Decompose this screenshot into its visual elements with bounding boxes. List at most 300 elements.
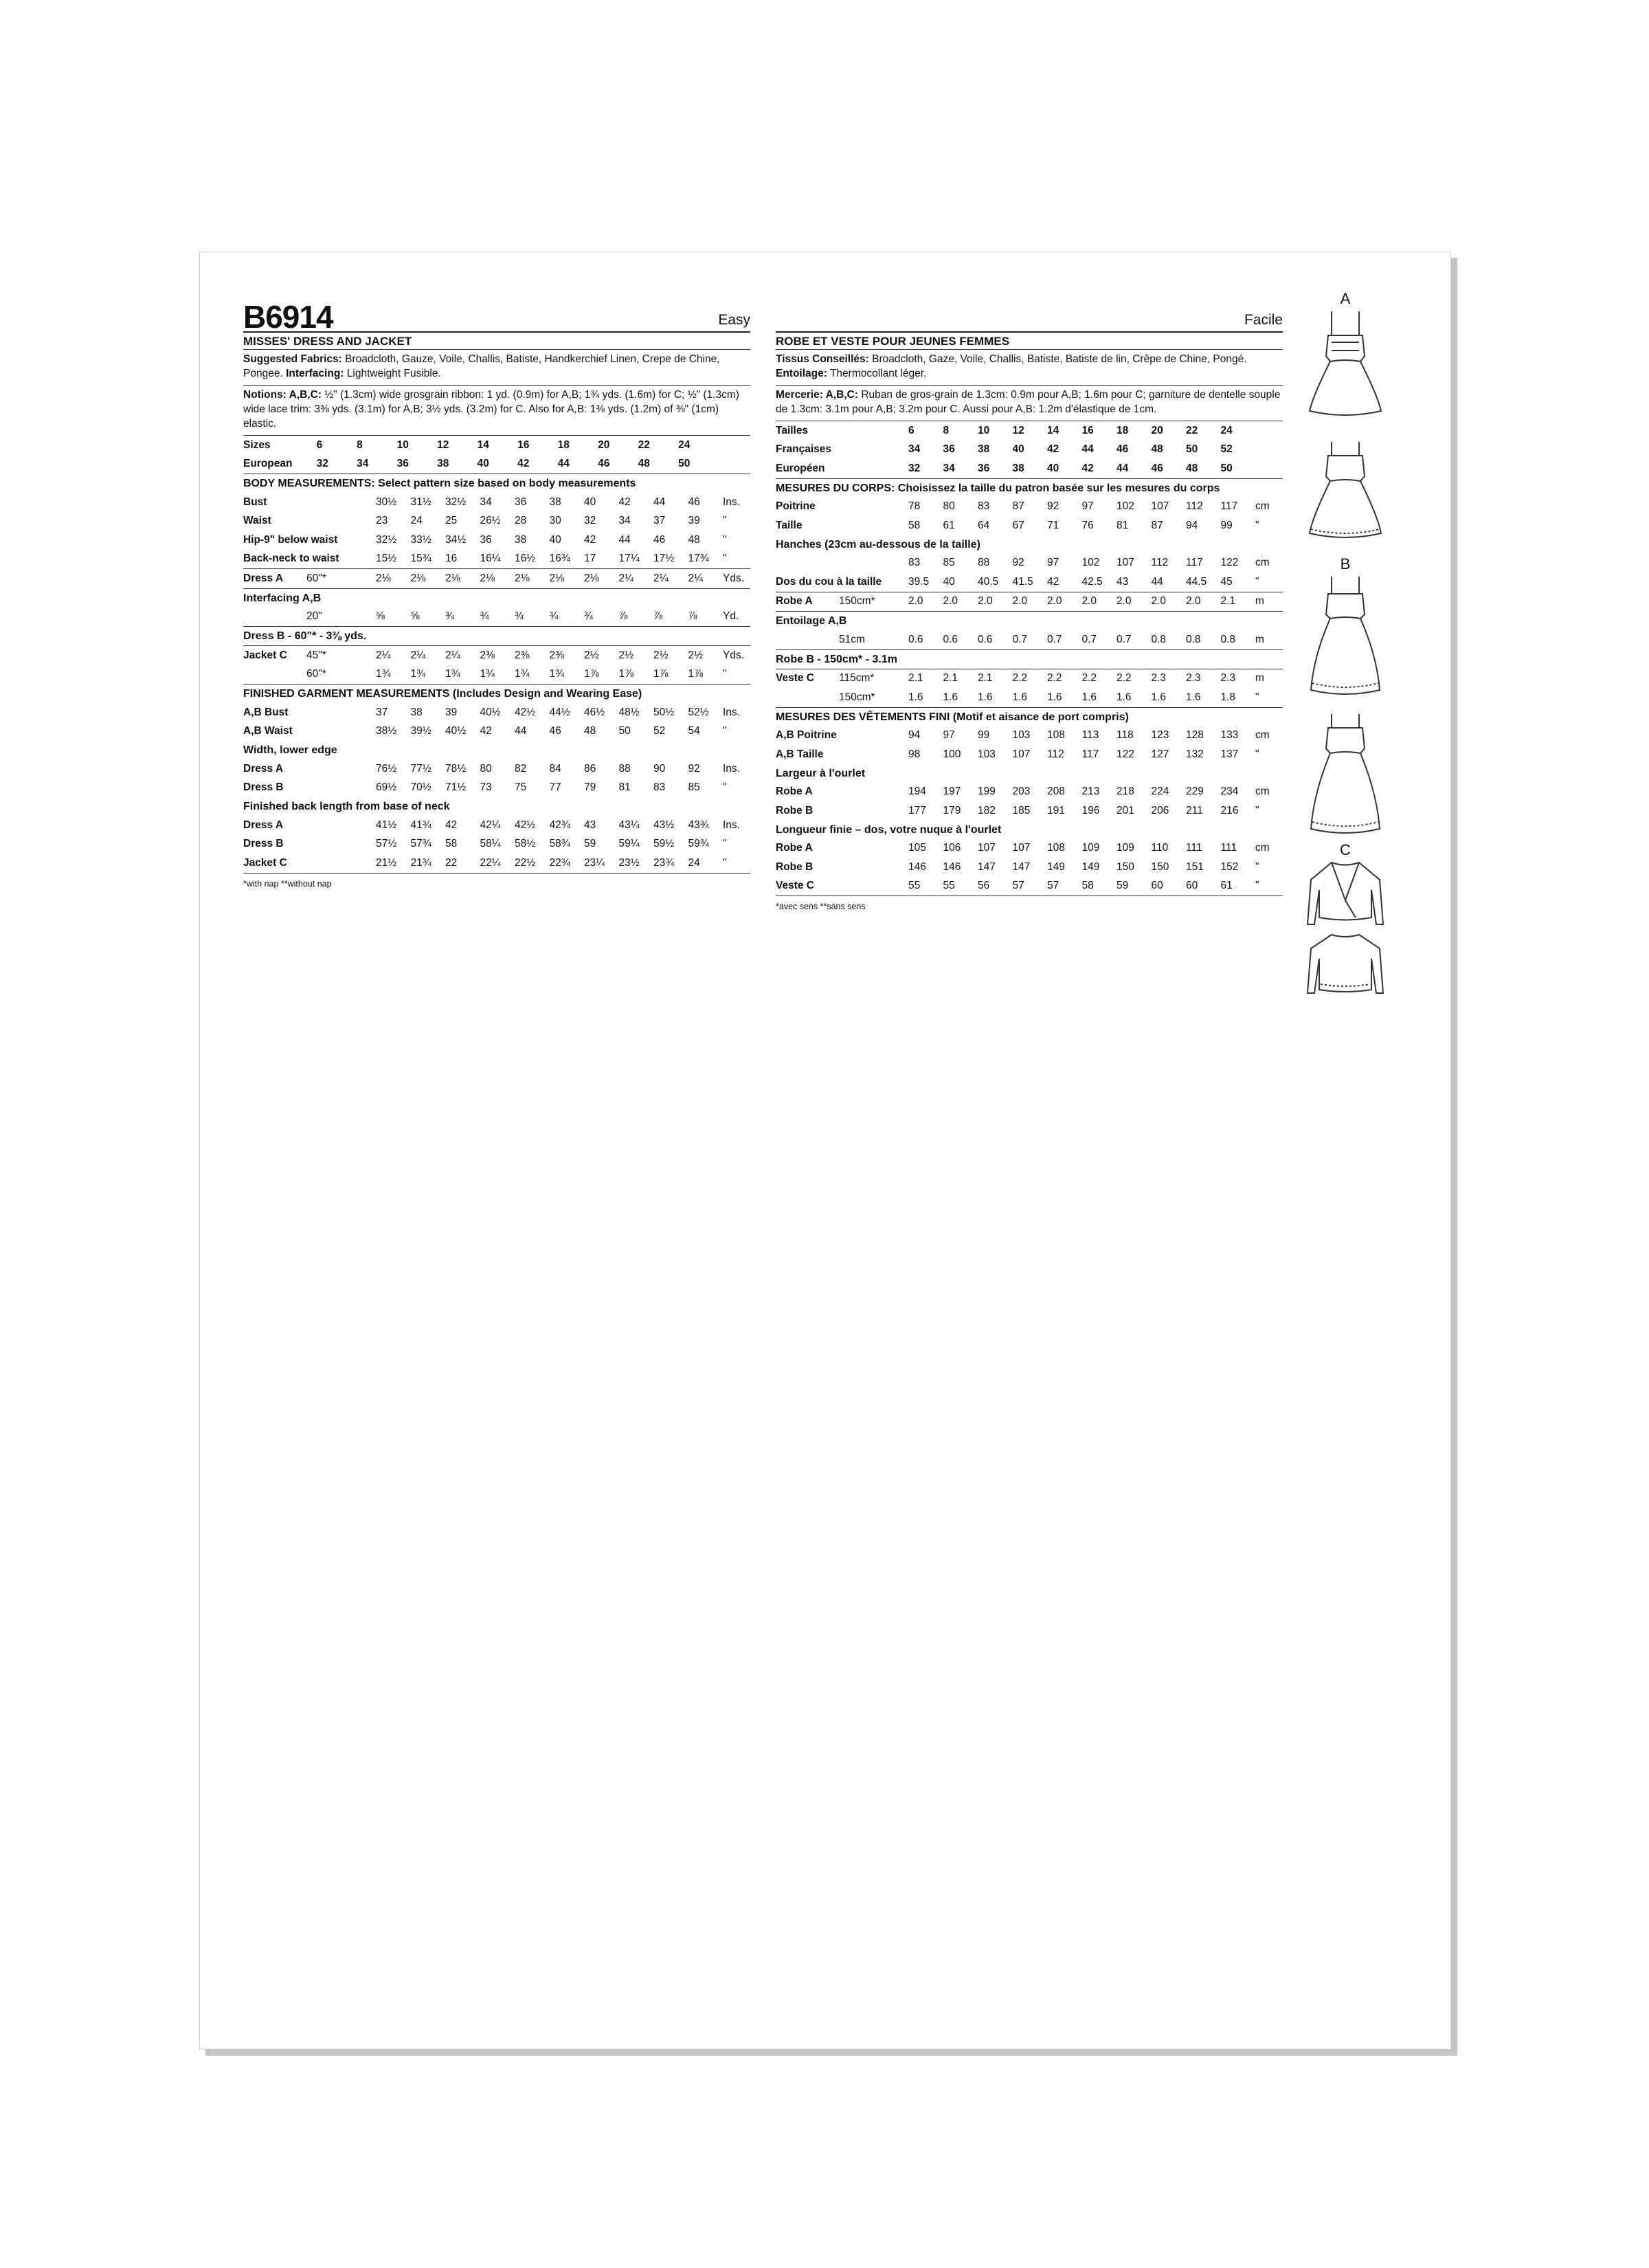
value-cell: 31½: [410, 496, 431, 508]
value-cell: 42: [445, 819, 458, 831]
value-cell: 14: [477, 438, 489, 451]
table-row: [776, 839, 1283, 858]
value-cell: 44: [557, 458, 570, 470]
value-cell: 30½: [376, 496, 397, 508]
value-cell: 179: [943, 804, 961, 816]
value-cell: 59: [584, 838, 596, 850]
value-cell: 97: [1081, 500, 1094, 513]
value-cell: 2.0: [1151, 595, 1167, 608]
finished-measurements-block-fr: [776, 707, 1283, 896]
value-cell: 23: [376, 515, 388, 527]
value-cell: 59: [1117, 880, 1129, 892]
value-cell: 92: [1047, 500, 1059, 513]
interfacing-yardage: [243, 588, 750, 627]
fabric-width: [839, 554, 908, 573]
value-cell: 211: [1186, 804, 1203, 816]
row-label: Robe A: [776, 595, 813, 608]
value-cell: 71½: [445, 781, 467, 794]
row-label: [776, 554, 839, 573]
unit-cell: ": [723, 856, 727, 869]
view-c-letter: C: [1340, 841, 1351, 858]
value-cell: 69½: [376, 781, 397, 794]
unit-cell: ": [1255, 691, 1259, 703]
value-cell: 16½: [515, 553, 536, 565]
fabric-width: 150cm*: [839, 691, 875, 703]
value-cell: ⅞: [653, 610, 662, 623]
value-cell: 117: [1186, 557, 1203, 569]
dress-b-sketch: [1304, 573, 1387, 841]
value-cell: 2.0: [978, 595, 993, 608]
value-cell: 54: [688, 725, 700, 737]
table-row: [776, 745, 1283, 764]
fabrics-value-fr: Broadcloth, Gaze, Voile, Challis, Batiste, Batiste de lin, Crêpe de Chine, Pongé.: [872, 353, 1247, 365]
fabric-width: [306, 722, 376, 742]
dress-b-yardage: [243, 626, 750, 645]
width-table: [243, 759, 750, 797]
value-cell: 38: [410, 706, 423, 718]
divider: [776, 385, 1283, 386]
value-cell: 42: [618, 496, 631, 508]
value-cell: 44: [1117, 462, 1129, 474]
value-cell: 103: [1012, 729, 1031, 742]
value-cell: 34½: [445, 533, 467, 546]
row-label: [776, 630, 839, 649]
value-cell: 218: [1117, 786, 1134, 798]
value-cell: 67: [1012, 519, 1024, 531]
value-cell: 46½: [584, 706, 605, 718]
veste-c-table: [776, 669, 1283, 707]
fabrics-label: Suggested Fabrics:: [243, 353, 342, 365]
value-cell: 97: [1047, 557, 1059, 569]
value-cell: 80: [480, 762, 492, 775]
value-cell: 24: [688, 856, 700, 869]
row-label: Dress A: [243, 762, 284, 775]
value-cell: 42: [1081, 462, 1094, 474]
value-cell: 2¼: [653, 572, 669, 584]
value-cell: 16¼: [480, 553, 501, 565]
table-row: [776, 592, 1283, 612]
fabric-width: [839, 839, 908, 858]
value-cell: 216: [1220, 804, 1239, 816]
row-label: Sizes: [243, 438, 271, 451]
row-label: Veste C: [776, 672, 815, 685]
value-cell: 2.2: [1117, 672, 1132, 685]
unit-cell: ": [1255, 748, 1259, 760]
value-cell: 2⅜: [549, 649, 565, 661]
jacket-c-table: [243, 646, 750, 684]
value-cell: 50: [1186, 443, 1198, 456]
value-cell: 60: [1186, 880, 1198, 892]
table-row: [776, 516, 1283, 535]
finished-table-fr: [776, 726, 1283, 764]
table-row: [776, 877, 1283, 896]
value-cell: 40: [943, 575, 955, 588]
value-cell: 146: [943, 860, 961, 873]
value-cell: 2¼: [688, 572, 704, 584]
value-cell: 118: [1117, 729, 1134, 742]
value-cell: 2.0: [1117, 595, 1132, 608]
value-cell: 46: [688, 496, 700, 508]
row-label: Back-neck to waist: [243, 553, 339, 565]
value-cell: 102: [1117, 500, 1134, 513]
value-cell: 40.5: [978, 575, 999, 588]
value-cell: 15¾: [410, 553, 431, 565]
value-cell: 94: [908, 729, 921, 742]
jacket-c-yardage: [243, 645, 750, 684]
notions-value-fr: Ruban de gros-grain de 1.3cm: 0.9m pour A,B; 1.6m pour C; garniture de dentelle souple de 1.3cm: 3.1m pour A,B; 3.2m pour C. Aussi pour A,B: 1.2m d'élastique de 1cm.: [776, 389, 1281, 415]
value-cell: 99: [978, 729, 990, 742]
table-row: [776, 858, 1283, 877]
value-cell: 44: [1151, 575, 1163, 588]
row-label: A,B Taille: [776, 748, 824, 760]
value-cell: 2.1: [943, 672, 958, 685]
value-cell: 40: [584, 496, 596, 508]
unit-cell: cm: [1255, 557, 1270, 569]
row-label: A,B Bust: [243, 706, 289, 718]
value-cell: 106: [943, 842, 961, 854]
body-measurements-title-fr: MESURES DU CORPS: Choisissez la taille du patron basée sur les mesures du corps: [776, 482, 1220, 494]
value-cell: 1¾: [549, 668, 565, 680]
value-cell: 59¼: [618, 838, 640, 850]
value-cell: 2.2: [1081, 672, 1097, 685]
value-cell: 94: [1186, 519, 1198, 531]
unit-cell: cm: [1255, 842, 1270, 854]
sizes-row: [243, 436, 750, 455]
value-cell: 82: [515, 762, 527, 775]
value-cell: 147: [978, 860, 996, 873]
table-row: [776, 688, 1283, 707]
value-cell: ⅞: [618, 610, 628, 623]
value-cell: 8: [357, 438, 363, 451]
value-cell: 107: [978, 842, 996, 854]
unit-cell: ": [723, 533, 727, 546]
unit-cell: Ins.: [723, 762, 740, 775]
value-cell: 57: [1047, 880, 1059, 892]
table-row: [243, 722, 750, 742]
value-cell: 113: [1081, 729, 1099, 742]
value-cell: 28: [515, 515, 527, 527]
fabric-width: 60"*: [306, 668, 326, 680]
value-cell: 112: [1047, 748, 1064, 760]
value-cell: 58: [445, 838, 458, 850]
value-cell: 2.2: [1047, 672, 1062, 685]
row-label: Françaises: [776, 443, 831, 456]
row-label: [776, 688, 839, 707]
value-cell: 36: [515, 496, 527, 508]
finished-table: [243, 703, 750, 741]
value-cell: 12: [1012, 424, 1024, 436]
fabric-width: [306, 835, 376, 854]
value-cell: 1.6: [1117, 691, 1132, 703]
value-cell: 17¼: [618, 553, 640, 565]
value-cell: 42¾: [549, 819, 570, 831]
value-cell: 38: [978, 443, 990, 456]
value-cell: 40: [1047, 462, 1059, 474]
value-cell: 2¼: [410, 649, 426, 661]
value-cell: 1.6: [908, 691, 923, 703]
difficulty-level-fr: Facile: [1244, 312, 1283, 328]
value-cell: 20: [598, 438, 610, 451]
value-cell: 0.7: [1117, 633, 1132, 645]
value-cell: 22¾: [549, 856, 570, 869]
value-cell: 1.6: [1047, 691, 1062, 703]
divider: [243, 349, 750, 350]
value-cell: 42½: [515, 706, 536, 718]
value-cell: 1⅞: [618, 668, 634, 680]
value-cell: 25: [445, 515, 458, 527]
value-cell: 105: [908, 842, 926, 854]
fabric-width: [306, 779, 376, 798]
fabrics-label-fr: Tissus Conseillés:: [776, 353, 869, 365]
value-cell: 52: [653, 725, 666, 737]
value-cell: 2.1: [1220, 595, 1236, 608]
table-row: [776, 554, 1283, 573]
value-cell: 70½: [410, 781, 431, 794]
value-cell: 45: [1220, 575, 1233, 588]
value-cell: 71: [1047, 519, 1059, 531]
value-cell: 224: [1151, 786, 1169, 798]
value-cell: 60: [1151, 880, 1163, 892]
unit-cell: m: [1255, 672, 1264, 685]
fabric-width: [306, 759, 376, 779]
value-cell: 36: [480, 533, 492, 546]
unit-cell: cm: [1255, 786, 1270, 798]
value-cell: 147: [1012, 860, 1031, 873]
value-cell: 34: [943, 462, 955, 474]
fabric-width: [839, 516, 908, 535]
value-cell: 81: [618, 781, 631, 794]
value-cell: 0.7: [1081, 633, 1097, 645]
value-cell: 90: [653, 762, 666, 775]
value-cell: 55: [943, 880, 955, 892]
value-cell: 44½: [549, 706, 570, 718]
value-cell: 1⅞: [653, 668, 669, 680]
value-cell: 2.1: [978, 672, 993, 685]
value-cell: 23½: [618, 856, 640, 869]
row-label: Robe A: [776, 786, 813, 798]
unit-cell: cm: [1255, 500, 1270, 513]
dress-a-table: [243, 569, 750, 588]
fabric-width: [306, 816, 376, 835]
value-cell: 64: [978, 519, 990, 531]
value-cell: 122: [1117, 748, 1134, 760]
value-cell: 108: [1047, 842, 1065, 854]
notions-text: [243, 388, 750, 431]
unit-cell: ": [723, 838, 727, 850]
value-cell: 40: [549, 533, 561, 546]
french-column: [776, 252, 1283, 911]
value-cell: 2.0: [1047, 595, 1062, 608]
value-cell: 48: [1151, 443, 1163, 456]
value-cell: 85: [688, 781, 700, 794]
unit-cell: ": [1255, 860, 1259, 873]
table-row: [243, 493, 750, 512]
value-cell: 42¼: [480, 819, 501, 831]
value-cell: 52: [1220, 443, 1233, 456]
value-cell: 38: [515, 533, 527, 546]
interfacing-value: Lightweight Fusible.: [346, 368, 441, 379]
notions-value: ½" (1.3cm) wide grosgrain ribbon: 1 yd. (0.9m) for A,B; 1¾ yds. (1.6m) for C; ½" (1.3cm) wide lace trim: 3⅜ yds. (3.1m) for A,B; 3½ yds. (3.2m) for C. Also for A,B: 1⅜ yds. (1.2m) of ⅜" (1cm) elastic.: [243, 389, 739, 430]
table-row: [243, 646, 750, 665]
divider: [776, 349, 1283, 350]
value-cell: 132: [1186, 748, 1204, 760]
view-sketches: [1304, 290, 1435, 997]
fabric-width: 20": [306, 610, 322, 623]
value-cell: 48½: [618, 706, 640, 718]
value-cell: 58½: [515, 838, 536, 850]
value-cell: 38: [549, 496, 561, 508]
value-cell: 16¾: [549, 553, 570, 565]
table-row: [243, 531, 750, 550]
finished-measurements-block: [243, 684, 750, 873]
difficulty-level: Easy: [718, 312, 750, 328]
fabric-width: [839, 421, 908, 441]
value-cell: 107: [1151, 500, 1169, 513]
value-cell: 191: [1047, 804, 1065, 816]
table-row: [776, 630, 1283, 649]
back-length-table: [243, 816, 750, 873]
value-cell: ¾: [445, 610, 454, 623]
value-cell: 38: [437, 458, 449, 470]
value-cell: 58¼: [480, 838, 501, 850]
fabric-width: [839, 783, 908, 802]
value-cell: 17½: [653, 553, 675, 565]
unit-cell: ": [1255, 880, 1259, 892]
value-cell: 152: [1220, 860, 1239, 873]
row-label: Waist: [243, 515, 271, 527]
value-cell: 112: [1151, 557, 1169, 569]
value-cell: 43: [584, 819, 596, 831]
fabric-width: [306, 493, 376, 512]
value-cell: 196: [1081, 804, 1100, 816]
fabric-width: [306, 703, 376, 722]
value-cell: 39: [445, 706, 458, 718]
value-cell: 44: [653, 496, 666, 508]
value-cell: 48: [688, 533, 700, 546]
table-row: [776, 669, 1283, 689]
table-row: [243, 816, 750, 835]
value-cell: ⅝: [410, 610, 420, 623]
value-cell: 182: [978, 804, 996, 816]
value-cell: 56: [978, 880, 990, 892]
value-cell: 0.6: [978, 633, 993, 645]
value-cell: 2⅛: [410, 572, 426, 584]
value-cell: 2½: [618, 649, 634, 661]
value-cell: 48: [638, 458, 650, 470]
robe-b-yardage: [776, 649, 1283, 669]
value-cell: 2.3: [1151, 672, 1167, 685]
value-cell: 14: [1047, 424, 1059, 436]
dress-a-yardage: [243, 568, 750, 588]
value-cell: 44: [1081, 443, 1094, 456]
interfacing-title: Interfacing A,B: [243, 592, 322, 604]
unit-cell: m: [1255, 595, 1264, 608]
value-cell: 38½: [376, 725, 397, 737]
value-cell: 10: [978, 424, 990, 436]
value-cell: 48: [1186, 462, 1198, 474]
value-cell: 39½: [410, 725, 431, 737]
unit-cell: Yds.: [723, 649, 745, 661]
row-label: Dress A: [243, 819, 284, 831]
body-measurements-block-fr: [776, 478, 1283, 592]
value-cell: 0.6: [943, 633, 958, 645]
fabric-width: 150cm*: [839, 595, 875, 608]
value-cell: 151: [1186, 860, 1204, 873]
row-label: [243, 665, 306, 685]
value-cell: 15½: [376, 553, 397, 565]
value-cell: 2¼: [618, 572, 634, 584]
table-row: [776, 498, 1283, 517]
largeur-table: [776, 783, 1283, 821]
value-cell: 42: [1047, 443, 1059, 456]
value-cell: 199: [978, 786, 996, 798]
robe-a-table: [776, 592, 1283, 612]
value-cell: 36: [978, 462, 990, 474]
value-cell: 32½: [445, 496, 467, 508]
fabric-width: [839, 858, 908, 877]
value-cell: 39.5: [908, 575, 930, 588]
value-cell: 2⅜: [480, 649, 495, 661]
value-cell: 34: [908, 443, 921, 456]
value-cell: 2.0: [1012, 595, 1028, 608]
back-length-title: Finished back length from base of neck: [243, 801, 450, 812]
value-cell: 59½: [653, 838, 675, 850]
veste-c-yardage: [776, 669, 1283, 707]
jacket-c-sketch: [1304, 859, 1387, 997]
value-cell: 1.6: [943, 691, 958, 703]
fabric-width: 51cm: [839, 633, 865, 645]
value-cell: 1.6: [978, 691, 993, 703]
value-cell: 18: [1117, 424, 1129, 436]
value-cell: 44: [618, 533, 631, 546]
value-cell: 43½: [653, 819, 675, 831]
value-cell: 42.5: [1081, 575, 1103, 588]
interfacing-table: [243, 608, 750, 627]
unit-cell: ": [1255, 804, 1259, 816]
fabric-width: [839, 801, 908, 821]
table-row: [243, 759, 750, 779]
value-cell: 43¼: [618, 819, 640, 831]
value-cell: 78½: [445, 762, 467, 775]
fabric-width: 45"*: [306, 649, 326, 661]
value-cell: 42: [1047, 575, 1059, 588]
value-cell: 100: [943, 748, 961, 760]
row-label: Robe B: [776, 860, 814, 873]
fabrics-text-fr: [776, 352, 1283, 381]
sizes-row-fr: [776, 441, 1283, 460]
value-cell: 108: [1047, 729, 1065, 742]
row-label: A,B Waist: [243, 725, 293, 737]
value-cell: 59¾: [688, 838, 709, 850]
value-cell: 2⅛: [584, 572, 599, 584]
value-cell: 38: [1012, 462, 1024, 474]
interfacing-label: Interfacing:: [286, 368, 344, 379]
value-cell: 83: [978, 500, 990, 513]
value-cell: 87: [1012, 500, 1024, 513]
robe-a-yardage: [776, 592, 1283, 612]
value-cell: 16: [1081, 424, 1094, 436]
value-cell: 46: [598, 458, 610, 470]
value-cell: 111: [1220, 842, 1237, 854]
value-cell: 88: [978, 557, 990, 569]
value-cell: 43: [1117, 575, 1129, 588]
value-cell: 40: [477, 458, 489, 470]
value-cell: 24: [1220, 424, 1233, 436]
row-label: Bust: [243, 496, 267, 508]
row-label: Jacket C: [243, 649, 287, 661]
value-cell: 110: [1151, 842, 1169, 854]
value-cell: 76: [1081, 519, 1094, 531]
